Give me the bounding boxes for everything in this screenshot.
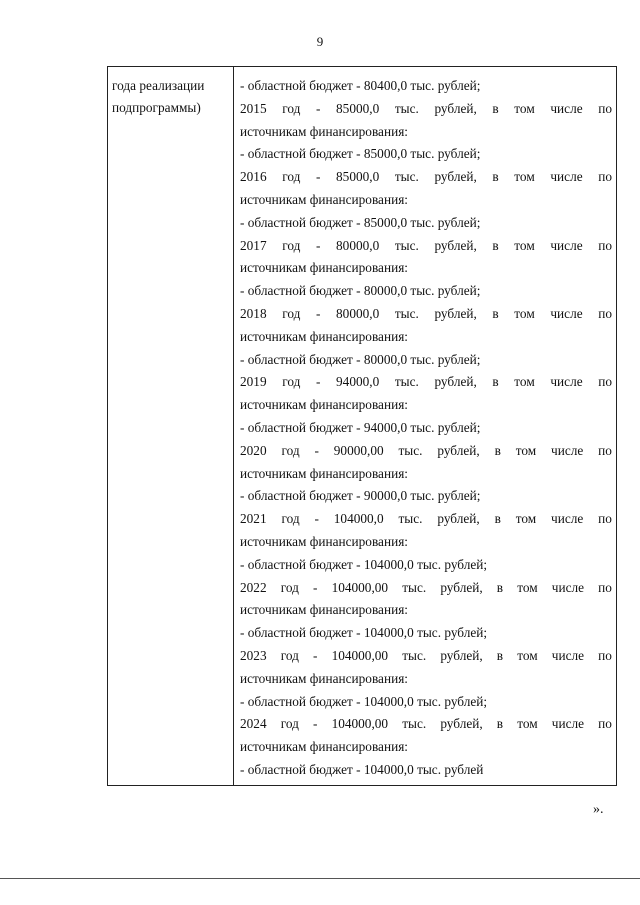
year-funding-word: том (514, 169, 535, 185)
year-funding-word: по (598, 169, 612, 185)
year-funding-line (240, 166, 612, 189)
year-funding-word: числе (550, 305, 583, 321)
year-funding-word: год (282, 237, 301, 253)
year-funding-word: рублей, (434, 100, 477, 116)
funding-sources-line: источникам финансирования: (240, 739, 409, 755)
year-funding-line (240, 508, 612, 531)
year-funding-word: - (314, 442, 319, 458)
year-funding-word: рублей, (434, 305, 477, 321)
year-funding-word: том (515, 442, 537, 458)
year-funding-word: рублей, (440, 647, 483, 663)
budget-line: - областной бюджет - 85000,0 тыс. рублей; (240, 146, 481, 162)
year-funding-word: том (517, 647, 538, 663)
table-left-cell (108, 67, 234, 785)
year-funding-word: 2020 (240, 442, 267, 458)
year-funding-word: рублей, (434, 374, 477, 390)
year-funding-word: рублей, (434, 169, 477, 185)
year-funding-word: - (314, 511, 319, 527)
year-funding-word: - (313, 647, 318, 663)
year-funding-word: по (598, 579, 612, 595)
year-funding-word: том (514, 237, 535, 253)
year-funding-word: числе (550, 374, 583, 390)
year-funding-word: по (598, 237, 612, 253)
year-funding-word: в (492, 305, 499, 321)
year-funding-word: - (313, 579, 318, 595)
left-cell-line: подпрограммы) (112, 100, 201, 115)
year-funding-line (240, 235, 612, 258)
closing-quote-mark: ». (593, 802, 604, 817)
year-funding-word: рублей, (437, 442, 480, 458)
year-funding-word: 80000,0 (336, 237, 380, 253)
year-funding-word: рублей, (437, 511, 480, 527)
year-funding-word: тыс. (402, 579, 427, 595)
year-funding-word: год (282, 169, 301, 185)
year-funding-word: 2021 (240, 511, 267, 527)
year-funding-word: по (598, 442, 612, 458)
year-funding-word: 104000,0 (333, 511, 384, 527)
year-funding-word: в (492, 100, 499, 116)
year-funding-word: год (281, 442, 300, 458)
funding-sources-line: источникам финансирования: (240, 191, 409, 207)
footer-divider (0, 878, 640, 879)
year-funding-line (240, 440, 612, 463)
year-funding-word: числе (550, 169, 583, 185)
year-funding-word: 2023 (240, 647, 267, 663)
year-funding-word: 80000,0 (336, 305, 380, 321)
year-funding-word: в (496, 716, 504, 732)
funding-sources-line: источникам финансирования: (240, 123, 409, 139)
year-funding-word: - (315, 237, 321, 253)
year-funding-word: числе (551, 647, 585, 663)
year-funding-word: год (282, 374, 301, 390)
year-funding-word: год (282, 305, 301, 321)
year-funding-word: тыс. (394, 237, 419, 253)
year-funding-word: в (496, 579, 504, 595)
year-funding-line (240, 303, 612, 326)
funding-sources-line: источникам финансирования: (240, 260, 409, 276)
year-funding-word: 2016 (240, 169, 267, 185)
year-funding-word: том (514, 100, 535, 116)
budget-line: - областной бюджет - 85000,0 тыс. рублей; (240, 214, 481, 230)
year-funding-word: 85000,0 (336, 169, 380, 185)
funding-sources-line: источникам финансирования: (240, 670, 409, 686)
year-funding-word: - (315, 305, 321, 321)
year-funding-word: 104000,00 (331, 647, 389, 663)
year-funding-word: 2019 (240, 374, 267, 390)
year-funding-word: по (598, 716, 612, 732)
year-funding-word: том (517, 716, 538, 732)
budget-table (107, 66, 617, 786)
year-funding-word: год (281, 511, 300, 527)
year-funding-word: тыс. (402, 716, 427, 732)
year-funding-word: тыс. (394, 169, 419, 185)
funding-sources-line: источникам финансирования: (240, 602, 409, 618)
budget-line: - областной бюджет - 80400,0 тыс. рублей; (240, 78, 481, 93)
year-funding-word: рублей, (440, 579, 483, 595)
year-funding-word: 94000,0 (336, 374, 380, 390)
year-funding-word: в (492, 374, 499, 390)
year-funding-word: - (315, 374, 321, 390)
year-funding-word: в (492, 237, 499, 253)
year-funding-word: - (313, 716, 318, 732)
year-funding-word: год (280, 647, 299, 663)
year-funding-word: 2017 (240, 237, 267, 253)
year-funding-word: том (515, 511, 537, 527)
year-funding-word: по (598, 100, 612, 116)
left-cell-line: года реализации (112, 78, 205, 93)
funding-sources-line: источникам финансирования: (240, 533, 409, 549)
budget-line: - областной бюджет - 80000,0 тыс. рублей; (240, 351, 481, 367)
year-funding-word: по (598, 305, 612, 321)
year-funding-word: тыс. (398, 442, 423, 458)
funding-sources-line: источникам финансирования: (240, 465, 409, 481)
year-funding-word: год (280, 579, 299, 595)
budget-line: - областной бюджет - 104000,0 тыс. рублей; (240, 693, 488, 709)
year-funding-word: по (598, 511, 612, 527)
budget-line: - областной бюджет - 90000,0 тыс. рублей; (240, 488, 481, 504)
year-funding-word: тыс. (394, 100, 419, 116)
year-funding-line (240, 98, 612, 121)
year-funding-word: тыс. (398, 511, 423, 527)
year-funding-word: числе (551, 716, 585, 732)
year-funding-word: в (492, 169, 499, 185)
year-funding-word: числе (551, 511, 584, 527)
year-funding-word: 104000,00 (331, 716, 389, 732)
budget-line: - областной бюджет - 80000,0 тыс. рублей; (240, 283, 481, 299)
year-funding-word: рублей, (440, 716, 483, 732)
year-funding-word: - (315, 100, 321, 116)
year-funding-word: 85000,0 (336, 100, 380, 116)
year-funding-word: том (517, 579, 538, 595)
funding-sources-line: источникам финансирования: (240, 328, 409, 344)
year-funding-line (240, 577, 612, 600)
year-funding-word: 90000,00 (333, 442, 384, 458)
year-funding-word: числе (550, 100, 583, 116)
year-funding-word: 2022 (240, 579, 267, 595)
year-funding-word: том (514, 305, 535, 321)
year-funding-line (240, 371, 612, 394)
year-funding-word: по (598, 374, 612, 390)
year-funding-word: в (496, 647, 504, 663)
year-funding-word: 2018 (240, 305, 267, 321)
year-funding-word: - (315, 169, 321, 185)
year-funding-word: в (494, 511, 501, 527)
year-funding-word: тыс. (402, 647, 427, 663)
year-funding-line (240, 645, 612, 668)
year-funding-word: по (598, 647, 612, 663)
budget-line: - областной бюджет - 104000,0 тыс. рублей; (240, 625, 488, 641)
year-funding-word: тыс. (394, 374, 419, 390)
year-funding-word: год (280, 716, 299, 732)
year-funding-word: 2024 (240, 716, 267, 732)
year-funding-word: числе (551, 442, 584, 458)
year-funding-word: том (514, 374, 535, 390)
year-funding-word: числе (550, 237, 583, 253)
funding-sources-line: источникам финансирования: (240, 397, 409, 413)
year-funding-word: в (494, 442, 501, 458)
year-funding-word: 104000,00 (331, 579, 389, 595)
table-right-cell (234, 67, 616, 785)
year-funding-line (240, 713, 612, 736)
budget-line: - областной бюджет - 94000,0 тыс. рублей; (240, 419, 481, 435)
year-funding-word: рублей, (434, 237, 477, 253)
year-funding-word: год (282, 100, 301, 116)
page-number: 9 (316, 34, 324, 49)
year-funding-word: числе (551, 579, 585, 595)
budget-line: - областной бюджет - 104000,0 тыс. рублей; (240, 556, 488, 572)
year-funding-word: тыс. (394, 305, 419, 321)
year-funding-word: 2015 (240, 100, 267, 116)
budget-line: - областной бюджет - 104000,0 тыс. рублей (240, 761, 484, 777)
